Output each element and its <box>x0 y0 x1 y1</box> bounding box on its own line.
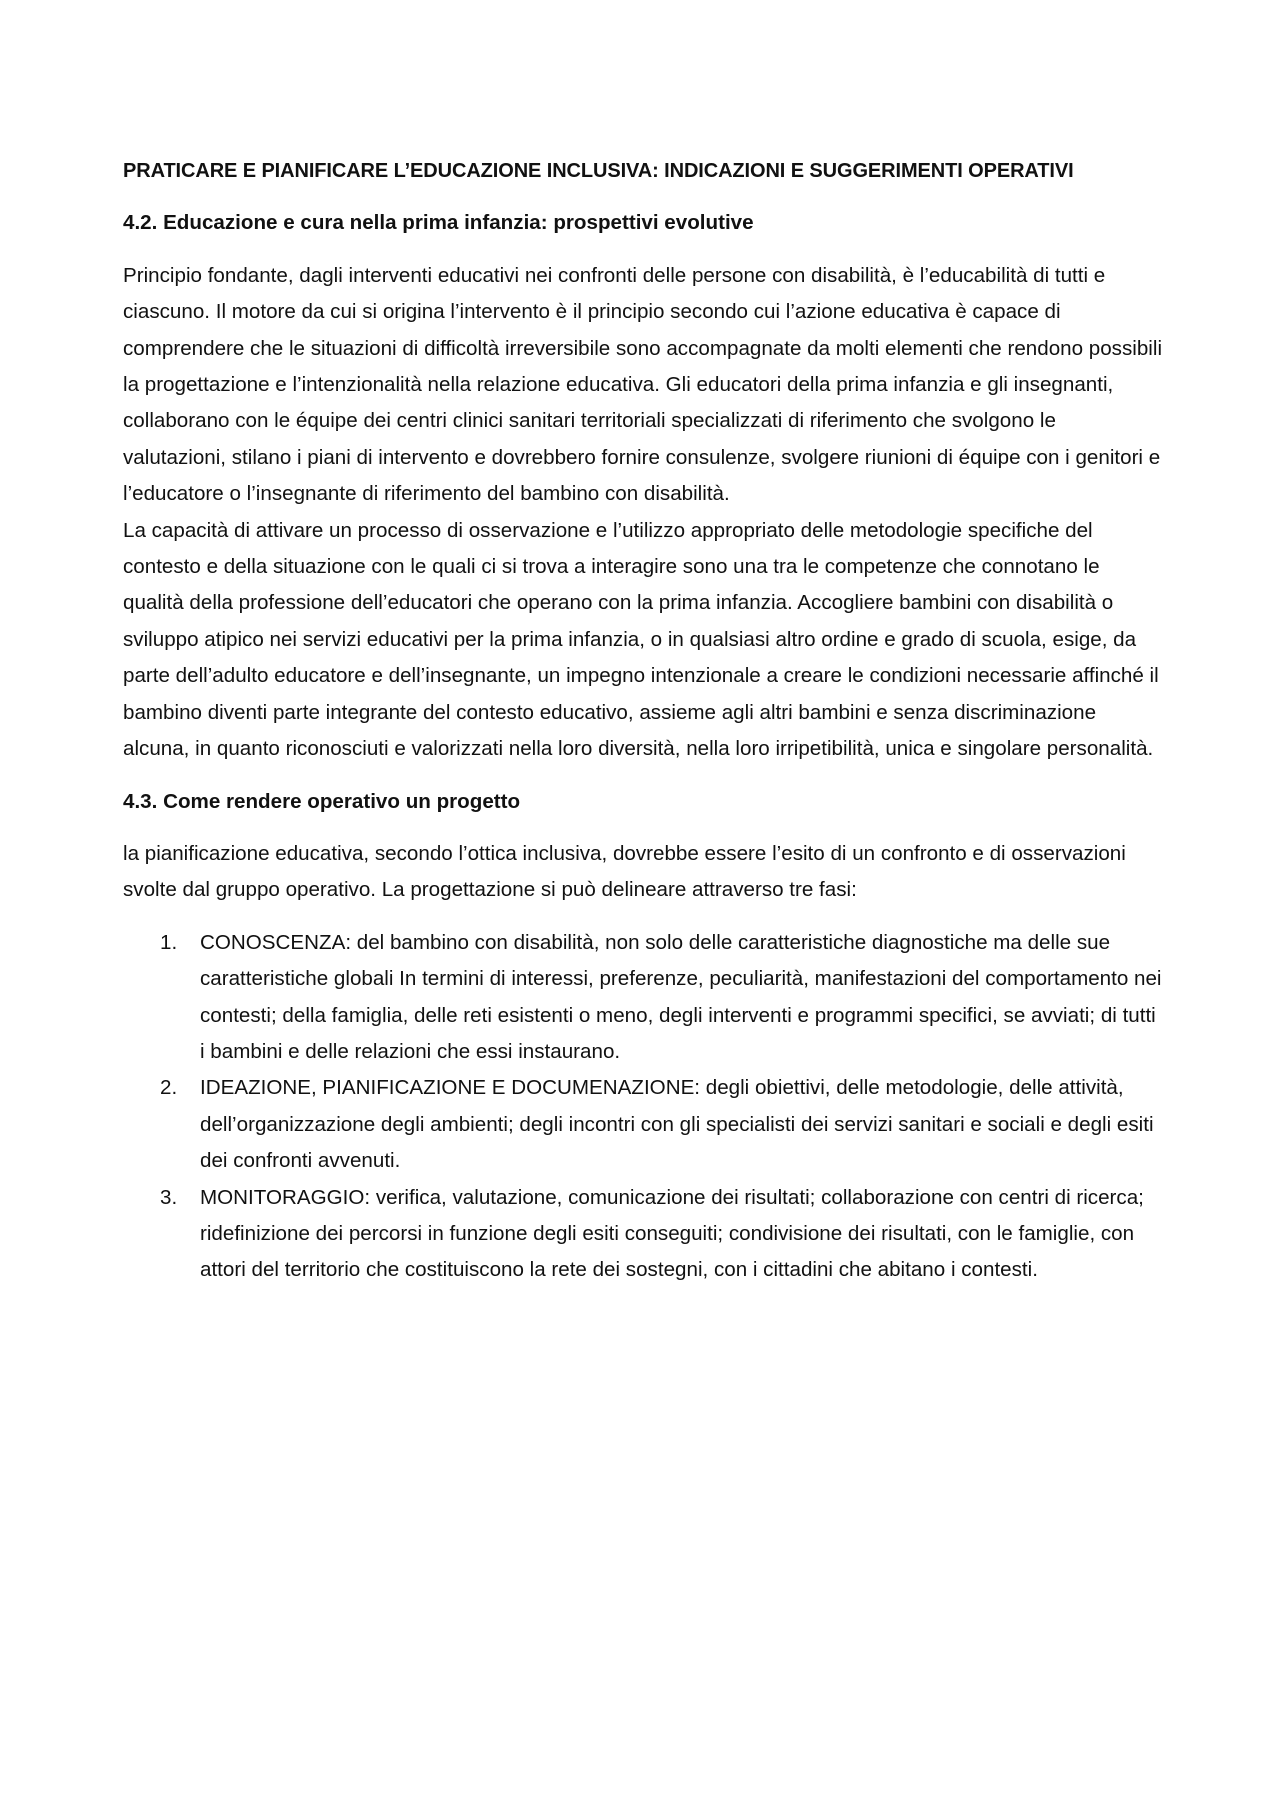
list-item-text: MONITORAGGIO: verifica, valutazione, comunicazione dei risultati; collaborazione con centri di ricerca; ridefinizione dei percorsi in funzione degli esiti conseguiti; condivisione dei risultati, con le famiglie, con attori del territorio che costituiscono la rete dei sostegni, con i cittadini che abitano i contesti. <box>200 1185 1144 1282</box>
section-4-2-body <box>123 258 1163 768</box>
list-item-phase-1 <box>123 925 1163 1071</box>
list-item-number: 2. <box>160 1076 178 1100</box>
section-heading-4-2: 4.2. Educazione e cura nella prima infanzia: prospettivi evolutive <box>123 211 754 235</box>
list-item-text: IDEAZIONE, PIANIFICAZIONE E DOCUMENAZIONE: degli obiettivi, delle metodologie, delle attività, dell’organizzazione degli ambienti; degli incontri con gli specialisti dei servizi sanitari e sociali e degli esiti dei confronti avvenuti. <box>200 1076 1154 1173</box>
list-item-number: 3. <box>160 1185 178 1209</box>
section-heading-4-3: 4.3. Come rendere operativo un progetto <box>123 789 521 813</box>
document-title: PRATICARE E PIANIFICARE L’EDUCAZIONE INCLUSIVA: INDICAZIONI E SUGGERIMENTI OPERATIVI <box>123 160 1074 182</box>
document-body <box>123 153 1163 1289</box>
list-item-text: CONOSCENZA: del bambino con disabilità, non solo delle caratteristiche diagnostiche ma delle sue caratteristiche globali In termini di interessi, preferenze, peculiarità, manifestazioni del comportamento nei contesti; della famiglia, delle reti esistenti o meno, degli interventi e programmi specifici, se avviati; di tutti i bambini e delle relazioni che essi instaurano. <box>200 930 1162 1063</box>
paragraph-pianificazione-intro: la pianificazione educativa, secondo l’ottica inclusiva, dovrebbe essere l’esito di un confronto e di osservazioni svolte dal gruppo operativo. La progettazione si può delineare attraverso tre fasi: <box>123 841 1126 902</box>
list-item-phase-2 <box>123 1070 1163 1179</box>
list-item-phase-3 <box>123 1180 1163 1289</box>
phases-list <box>123 925 1163 1289</box>
list-item-number: 1. <box>160 930 178 954</box>
paragraph-principio-fondante: Principio fondante, dagli interventi educativi nei confronti delle persone con disabilità, è l’educabilità di tutti e ciascuno. Il motore da cui si origina l’intervento è il principio secondo cui l’azione educativa è capace di comprendere che le situazioni di difficoltà irreversibile sono accompagnate da molti elementi che rendono possibili la progettazione e l’intenzionalità nella relazione educativa. Gli educatori della prima infanzia e gli insegnanti, collaborano con le équipe dei centri clinici sanitari territoriali specializzati di riferimento che svolgono le valutazioni, stilano i piani di intervento e dovrebbero fornire consulenze, svolgere riunioni di équipe con i genitori e l’educatore o l’insegnante di riferimento del bambino con disabilità. <box>123 263 1163 506</box>
paragraph-capacita-osservazione: La capacità di attivare un processo di osservazione e l’utilizzo appropriato delle metodologie specifiche del contesto e della situazione con le quali ci si trova a interagire sono una tra le competenze che connotano le qualità della professione dell’educatori che operano con la prima infanzia. Accogliere bambini con disabilità o sviluppo atipico nei servizi educativi per la prima infanzia, o in qualsiasi altro ordine e grado di scuola, esige, da parte dell’adulto educatore e dell’insegnante, un impegno intenzionale a creare le condizioni necessarie affinché il bambino diventi parte integrante del contesto educativo, assieme agli altri bambini e senza discriminazione alcuna, in quanto riconosciuti e valorizzati nella loro diversità, nella loro irripetibilità, unica e singolare personalità. <box>123 518 1159 761</box>
